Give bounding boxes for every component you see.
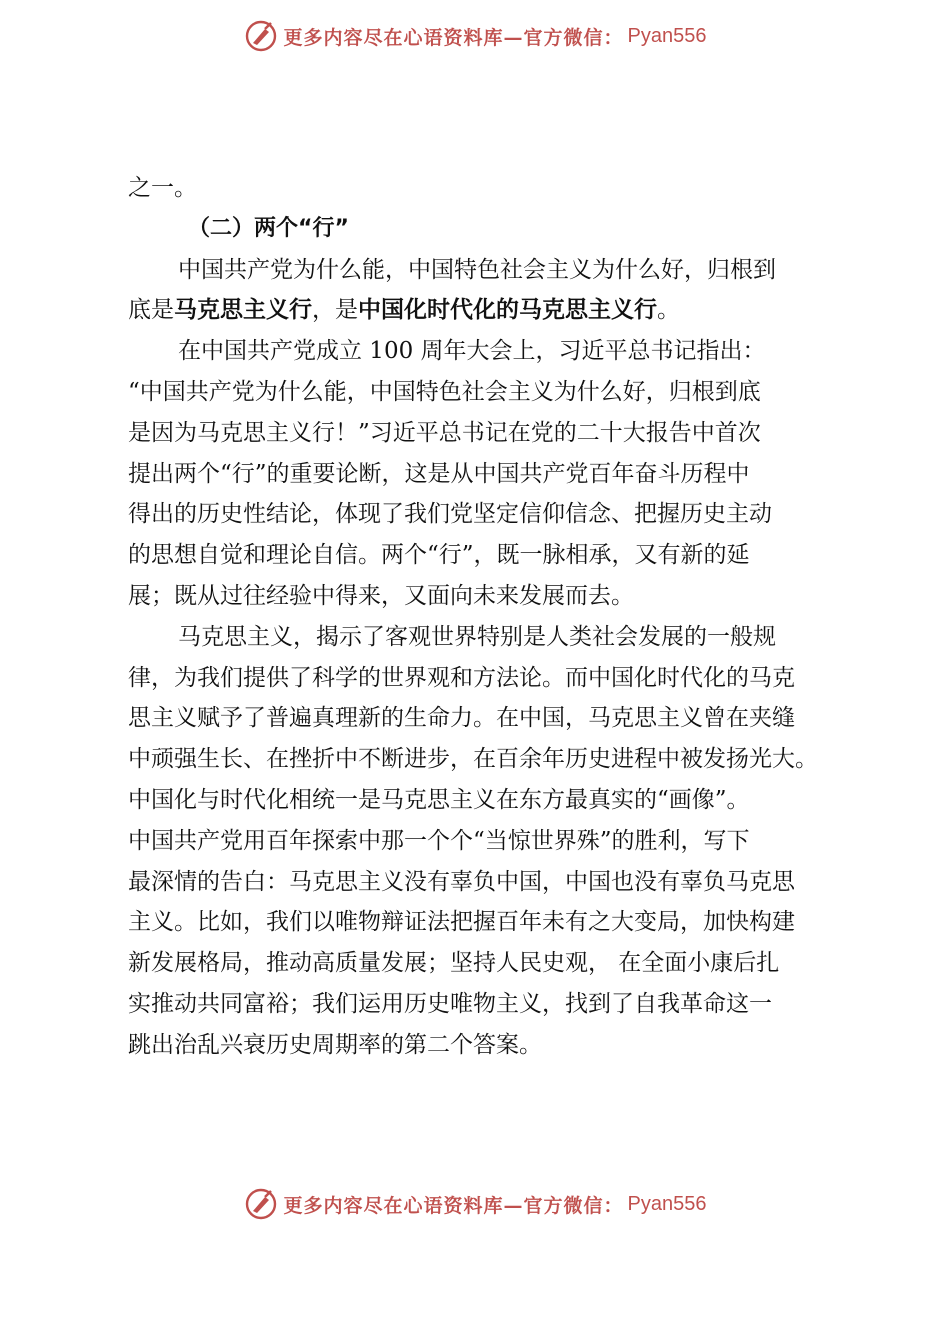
banner-id: Pyan556 — [627, 24, 707, 47]
paragraph-3-line: 跳出治乱兴衰历史周期率的第二个答案。 — [128, 1031, 542, 1058]
paragraph-3-line: 中顽强生长、在挫折中不断进步，在百余年历史进程中被发扬光大。 — [128, 746, 818, 773]
paragraph-2-line: 展；既从过往经验中得来，又面向未来发展而去。 — [128, 582, 634, 609]
paragraph-3-line: 主义。比如，我们以唯物辩证法把握百年未有之大变局，加快构建 — [128, 909, 795, 936]
bold-phrase-1: 马克思主义行 — [174, 297, 312, 324]
paragraph-3-line: 实推动共同富裕；我们运用历史唯物主义，找到了自我革命这一 — [128, 990, 772, 1017]
paragraph-1-line-1: 中国共产党为什么能，中国特色社会主义为什么好，归根到 — [178, 256, 776, 283]
paragraph-2-line: 得出的历史性结论，体现了我们党坚定信仰信念、把握历史主动 — [128, 501, 772, 528]
paragraph-3-line: 马克思主义，揭示了客观世界特别是人类社会发展的一般规 — [178, 623, 776, 650]
section-heading: （二）两个“行” — [188, 215, 349, 241]
bold-phrase-2: 中国化时代化的马克思主义行 — [358, 297, 657, 324]
footer-watermark — [0, 1184, 950, 1224]
paragraph-2-line: 的思想自觉和理论自信。两个“行”，既一脉相承，又有新的延 — [128, 542, 750, 569]
text-segment: 底是 — [128, 297, 174, 324]
header-watermark — [0, 16, 950, 56]
paragraph-2-line: 在中国共产党成立 100 周年大会上，习近平总书记指出： — [178, 338, 766, 365]
paragraph-3-line: 中国化与时代化相统一是马克思主义在东方最真实的“画像”。 — [128, 786, 750, 813]
paragraph-3-line: 最深情的告白：马克思主义没有辜负中国，中国也没有辜负马克思 — [128, 868, 795, 895]
text-segment: ，是 — [312, 297, 358, 324]
logo-icon — [244, 1187, 278, 1221]
document-body — [128, 168, 848, 1066]
text-segment: 。 — [657, 297, 680, 324]
banner-title: 更多内容尽在心语资料库—官方微信： — [283, 26, 624, 49]
paragraph-2-line: 提出两个“行”的重要论断，这是从中国共产党百年奋斗历程中 — [128, 460, 750, 487]
logo-icon — [244, 19, 278, 53]
banner-title: 更多内容尽在心语资料库—官方微信： — [283, 1194, 624, 1217]
paragraph-2-line: “中国共产党为什么能，中国特色社会主义为什么好，归根到底 — [128, 378, 761, 405]
paragraph-3-line: 思主义赋予了普遍真理新的生命力。在中国，马克思主义曾在夹缝 — [128, 705, 795, 732]
banner-id: Pyan556 — [627, 1192, 707, 1215]
paragraph-2-line: 是因为马克思主义行！”习近平总书记在党的二十大报告中首次 — [128, 419, 761, 446]
paragraph-1-line-2 — [128, 290, 848, 331]
paragraph-3-line: 新发展格局，推动高质量发展；坚持人民史观， 在全面小康后扎 — [128, 950, 780, 977]
paragraph-3-line: 律，为我们提供了科学的世界观和方法论。而中国化时代化的马克 — [128, 664, 795, 691]
paragraph-continuation: 之一。 — [128, 175, 197, 201]
paragraph-3-line: 中国共产党用百年探索中那一个个“当惊世界殊”的胜利，写下 — [128, 827, 750, 854]
